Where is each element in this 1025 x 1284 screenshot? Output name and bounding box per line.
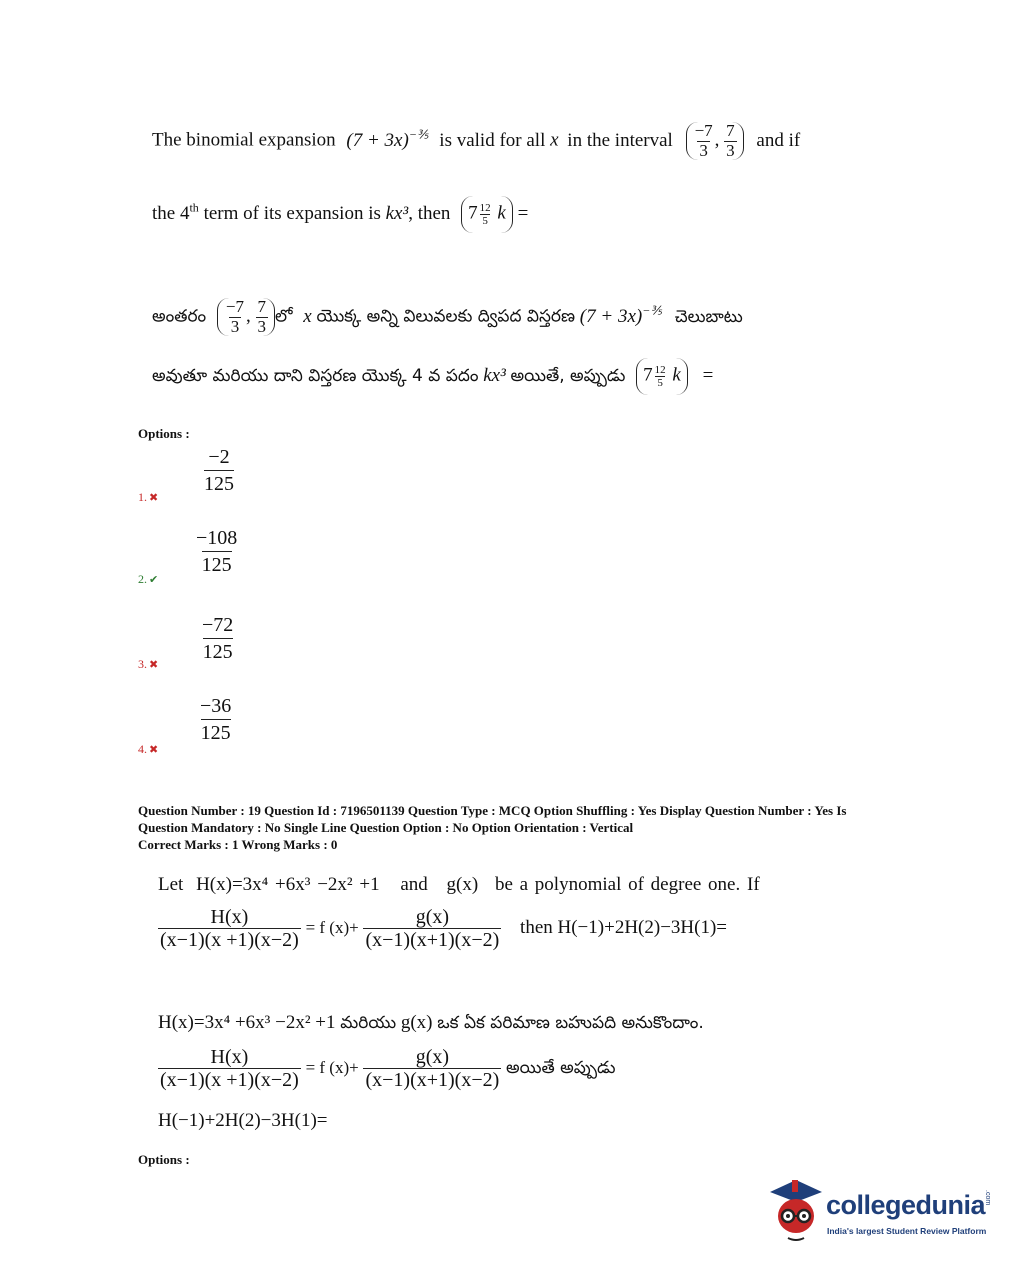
option-2-value [196, 525, 237, 578]
q18-te-mid: యొక్క అన్ని విలువలకు ద్విపద విస్తరణ [316, 306, 576, 327]
interval-upper-den: 3 [726, 140, 735, 160]
option-1-den: 125 [204, 470, 234, 497]
q19-rest: be a polynomial of degree one. If [494, 874, 760, 895]
q19-g: g(x) [446, 874, 479, 895]
option-3-num: −72 [202, 614, 234, 636]
q18-te-term: kx³ [483, 364, 506, 386]
q18-te-line2-pre: అవుతూ మరియు దాని విస్తరణ యొక్క 4 వ పదం [152, 365, 479, 386]
q18-te-expr-base: (7 + 3x) [579, 305, 643, 327]
q18-text-4: the 4 [152, 202, 190, 224]
mascot-icon [766, 1176, 824, 1246]
q19-te-g: g(x) [400, 1012, 433, 1033]
q18-target-exp-den: 5 [482, 215, 488, 228]
q18-interval: $\frac{-7}{3}$ , $\frac{7}{3}$ [686, 122, 744, 160]
q18-equals: = [517, 202, 529, 224]
q19-rhs-den: (x−1)(x+1)(x−2) [365, 929, 500, 951]
q18-expr-exponent: −⅗ [408, 127, 429, 142]
wrong-icon: ✖ [149, 659, 159, 671]
q19-lhs-num: H(x) [210, 906, 249, 928]
q18-var-x: x [550, 129, 559, 151]
q19-final-expression: H(−1)+2H(2)−3H(1)= [158, 1110, 328, 1131]
logo-suffix: .com [984, 1190, 991, 1206]
option-1-value [204, 444, 234, 497]
te-interval-lower [224, 298, 246, 336]
q18-te-interval-word: అంతరం [152, 306, 207, 327]
q18-target [461, 196, 513, 233]
q19-lhs-den: (x−1)(x +1)(x−2) [160, 929, 299, 951]
q18-english-line2 [152, 196, 528, 233]
q18-text-and-if: and if [756, 129, 801, 151]
te-interval-upper [256, 298, 269, 336]
te-interval-lower-den: 3 [230, 316, 240, 336]
q19-te-lhs [158, 1046, 301, 1091]
q18-text-th: th [189, 200, 199, 215]
option-2-den: 125 [202, 551, 232, 578]
q19-te-rhs-den: (x−1)(x+1)(x−2) [365, 1069, 500, 1091]
q19-and: and [400, 874, 428, 895]
q18-target-base: 7 [468, 202, 478, 224]
check-icon: ✔ [149, 574, 159, 586]
options-label-2: Options : [138, 1152, 190, 1167]
option-4-den: 125 [201, 719, 231, 746]
q18-te-target-exp-den: 5 [657, 377, 663, 390]
option-3-index: 3. [138, 657, 147, 671]
q19-te-lhs-num: H(x) [210, 1046, 249, 1068]
te-interval-upper-den: 3 [257, 316, 266, 336]
q19-te-then: అయితే అప్పుడు [506, 1057, 616, 1078]
q18-target-exp [478, 202, 493, 227]
options-label: Options : [138, 426, 190, 441]
te-interval-upper-num: 7 [257, 297, 266, 316]
interval-upper-num: 7 [726, 121, 735, 140]
q18-te-expr-exponent: −⅗ [642, 303, 662, 318]
q18-te-lo: లో [275, 306, 293, 327]
option-3-value [202, 612, 233, 665]
q18-te-target [636, 358, 688, 395]
q19-te-h-def: H(x)=3x⁴ +6x³ −2x² +1 [158, 1012, 336, 1033]
q18-target-k: k [497, 202, 506, 224]
q18-te-target-k: k [672, 364, 681, 386]
option-2[interactable] [138, 572, 158, 587]
option-1[interactable] [138, 490, 158, 505]
q19-telugu-line1 [158, 1012, 704, 1037]
option-4-index: 4. [138, 742, 147, 756]
q18-te-interval: $\frac{-7}{3}$ , $\frac{7}{3}$ [217, 298, 275, 336]
q19-lhs [158, 906, 301, 951]
q18-telugu-line2 [152, 358, 713, 395]
option-1-index: 1. [138, 490, 147, 504]
q19-let: Let [158, 874, 184, 895]
q19-h-def: H(x)=3x⁴ +6x³ −2x² +1 [196, 874, 380, 895]
option-2-index: 2. [138, 572, 147, 586]
q19-te-eq-fx: = f (x)+ [305, 1057, 359, 1077]
interval-upper [724, 122, 737, 160]
q18-text-pre: The binomial expansion [152, 129, 336, 151]
question-meta [138, 802, 898, 853]
q18-text-valid: is valid for all [439, 129, 546, 151]
q19-english-equation [158, 906, 727, 951]
logo-name: collegedunia [826, 1190, 986, 1220]
q18-telugu-line1 [152, 298, 743, 336]
q18-english-line1 [152, 122, 800, 160]
q18-te-line2-mid: అయితే, అప్పుడు [510, 365, 626, 386]
q19-te-mid: మరియు [340, 1013, 397, 1033]
option-2-num: −108 [196, 527, 238, 549]
q18-te-target-exp-num: 12 [654, 364, 666, 376]
q18-te-expression [579, 303, 667, 327]
q18-expression [346, 127, 433, 151]
interval-lower [693, 122, 715, 160]
te-interval-lower-num: −7 [225, 297, 244, 316]
q18-target-exp-num: 12 [479, 202, 491, 214]
option-4[interactable] [138, 742, 158, 757]
q19-english-line1 [158, 874, 760, 896]
interval-lower-num: −7 [694, 121, 713, 140]
q19-telugu-equation [158, 1046, 616, 1091]
option-3-den: 125 [203, 638, 233, 665]
option-1-num: −2 [208, 446, 230, 468]
collegedunia-logo [766, 1176, 996, 1250]
meta-line-2: Question Mandatory : No Single Line Question Option : No Option Orientation : Vertical [138, 820, 634, 835]
option-4-num: −36 [200, 695, 232, 717]
q18-term: kx³ [385, 202, 409, 224]
option-4-value [200, 693, 231, 746]
q18-te-target-base: 7 [643, 364, 653, 386]
logo-tagline: India's largest Student Review Platform [827, 1226, 987, 1236]
q18-text-term: term of its expansion is [203, 202, 381, 224]
q18-text-then: , then [408, 202, 451, 224]
q18-te-post: చెలుబాటు [674, 306, 743, 327]
q19-eq-fx: = f (x)+ [305, 917, 359, 937]
q19-te-rhs-num: g(x) [415, 1046, 450, 1068]
interval-lower-den: 3 [699, 140, 708, 160]
wrong-icon: ✖ [149, 492, 159, 504]
q19-te-lhs-den: (x−1)(x +1)(x−2) [160, 1069, 299, 1091]
wrong-icon: ✖ [149, 744, 159, 756]
option-3[interactable] [138, 657, 158, 672]
q18-te-equals: = [702, 364, 714, 386]
meta-line-1: Question Number : 19 Question Id : 7196501139 Question Type : MCQ Option Shuffling : Yes Display Question Number : Yes Is [138, 803, 847, 818]
q18-expr-base: (7 + 3x) [346, 129, 409, 151]
q18-te-target-exp [653, 364, 668, 389]
q18-text-interval: in the interval [567, 129, 673, 151]
q19-then: then H(−1)+2H(2)−3H(1)= [520, 916, 727, 938]
meta-line-3: Correct Marks : 1 Wrong Marks : 0 [138, 837, 338, 852]
q19-rhs-num: g(x) [415, 906, 450, 928]
q19-te-rest: ఒక ఏక పరిమాణ బహుపది అనుకొందాం. [437, 1013, 704, 1033]
q19-rhs [363, 906, 501, 951]
q18-te-var-x: x [303, 305, 312, 327]
q19-te-rhs [363, 1046, 501, 1091]
